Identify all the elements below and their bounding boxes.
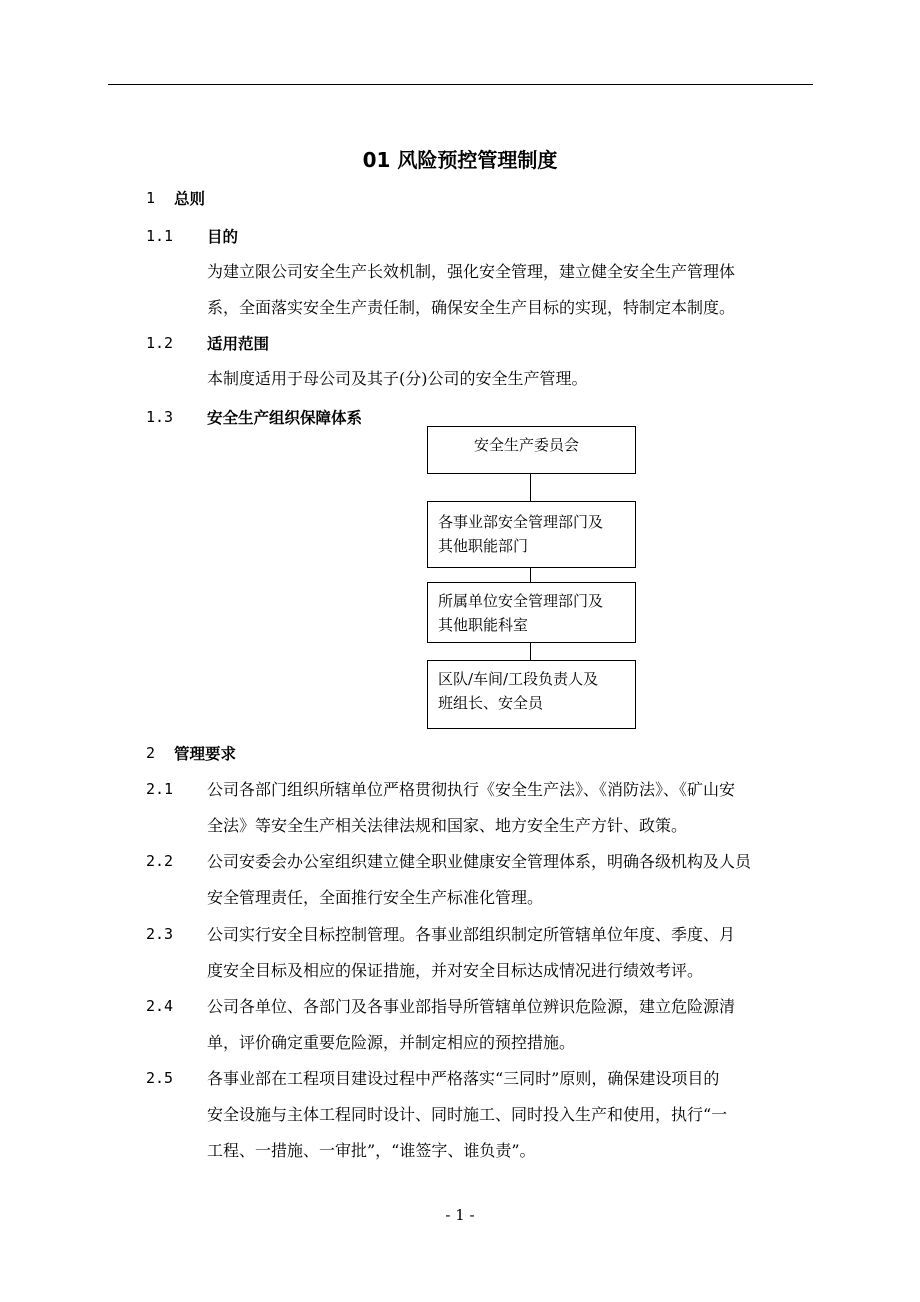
section-1-1-number: 1.1 <box>146 227 174 245</box>
section-1-1-heading: 目的 <box>207 228 239 246</box>
section-1-2-body: 本制度适用于母公司及其子(分)公司的安全生产管理。 <box>207 369 588 388</box>
section-1-2-number: 1.2 <box>146 334 174 352</box>
item-2-2-number: 2.2 <box>146 852 174 870</box>
section-1-heading: 总则 <box>174 190 206 208</box>
box-line: 其他职能科室 <box>438 616 529 634</box>
text-line: 为建立限公司安全生产长效机制，强化安全管理，建立健全安全生产管理体 <box>207 262 736 281</box>
item-2-2-text <box>207 844 813 916</box>
box-line: 班组长、安全员 <box>438 694 544 712</box>
section-1-3-heading: 安全生产组织保障体系 <box>207 409 363 427</box>
text-line: 全法》等安全生产相关法律法规和国家、地方安全生产方针、政策。 <box>207 816 688 835</box>
box-line: 所属单位安全管理部门及 <box>438 592 604 610</box>
item-2-1-number: 2.1 <box>146 780 174 798</box>
page-title: 01 风险预控管理制度 <box>362 148 558 172</box>
org-connector <box>530 474 531 501</box>
text-line: 公司实行安全目标控制管理。各事业部组织制定所管辖单位年度、季度、月 <box>207 925 736 944</box>
box-line: 其他职能部门 <box>438 537 529 555</box>
item-2-5-text <box>207 1061 813 1169</box>
org-connector <box>530 568 531 582</box>
text-line: 公司安委会办公室组织建立健全职业健康安全管理体系，明确各级机构及人员 <box>207 852 752 871</box>
section-1-2-heading: 适用范围 <box>207 335 270 353</box>
item-2-1-text <box>207 772 813 844</box>
text-line: 系，全面落实安全生产责任制，确保安全生产目标的实现，特制定本制度。 <box>207 298 736 317</box>
text-line: 度安全目标及相应的保证措施，并对安全目标达成情况进行绩效考评。 <box>207 961 704 980</box>
section-2-heading: 管理要求 <box>174 745 237 763</box>
text-line: 公司各部门组织所辖单位严格贯彻执行《安全生产法》、《消防法》、《矿山安 <box>207 780 736 799</box>
org-box-unit-departments <box>427 582 636 643</box>
box-line: 区队/车间/工段负责人及 <box>438 670 599 688</box>
section-1-1-body <box>207 254 813 326</box>
box-line: 安全生产委员会 <box>474 436 580 454</box>
item-2-4-text <box>207 989 813 1061</box>
text-line: 安全管理责任，全面推行安全生产标准化管理。 <box>207 888 544 907</box>
org-box-division-departments <box>427 501 636 568</box>
text-line: 各事业部在工程项目建设过程中严格落实“三同时”原则，确保建设项目的 <box>207 1069 720 1088</box>
section-1-number: 1 <box>146 189 156 207</box>
box-line: 各事业部安全管理部门及 <box>438 513 604 531</box>
item-2-3-text <box>207 917 813 989</box>
text-line: 单，评价确定重要危险源，并制定相应的预控措施。 <box>207 1033 576 1052</box>
page-number: - 1 - <box>445 1206 475 1224</box>
item-2-4-number: 2.4 <box>146 997 174 1015</box>
item-2-3-number: 2.3 <box>146 925 174 943</box>
section-2-number: 2 <box>146 744 156 762</box>
section-1-3-number: 1.3 <box>146 408 174 426</box>
org-box-safety-committee <box>427 426 636 474</box>
text-line: 安全设施与主体工程同时设计、同时施工、同时投入生产和使用，执行“一 <box>207 1105 728 1124</box>
header-rule <box>108 84 813 85</box>
text-line: 公司各单位、各部门及各事业部指导所管辖单位辨识危险源，建立危险源清 <box>207 997 736 1016</box>
org-connector <box>530 643 531 660</box>
org-box-team-leaders <box>427 660 636 729</box>
item-2-5-number: 2.5 <box>146 1069 174 1087</box>
text-line: 工程、一措施、一审批”，“谁签字、谁负责”。 <box>207 1141 536 1160</box>
